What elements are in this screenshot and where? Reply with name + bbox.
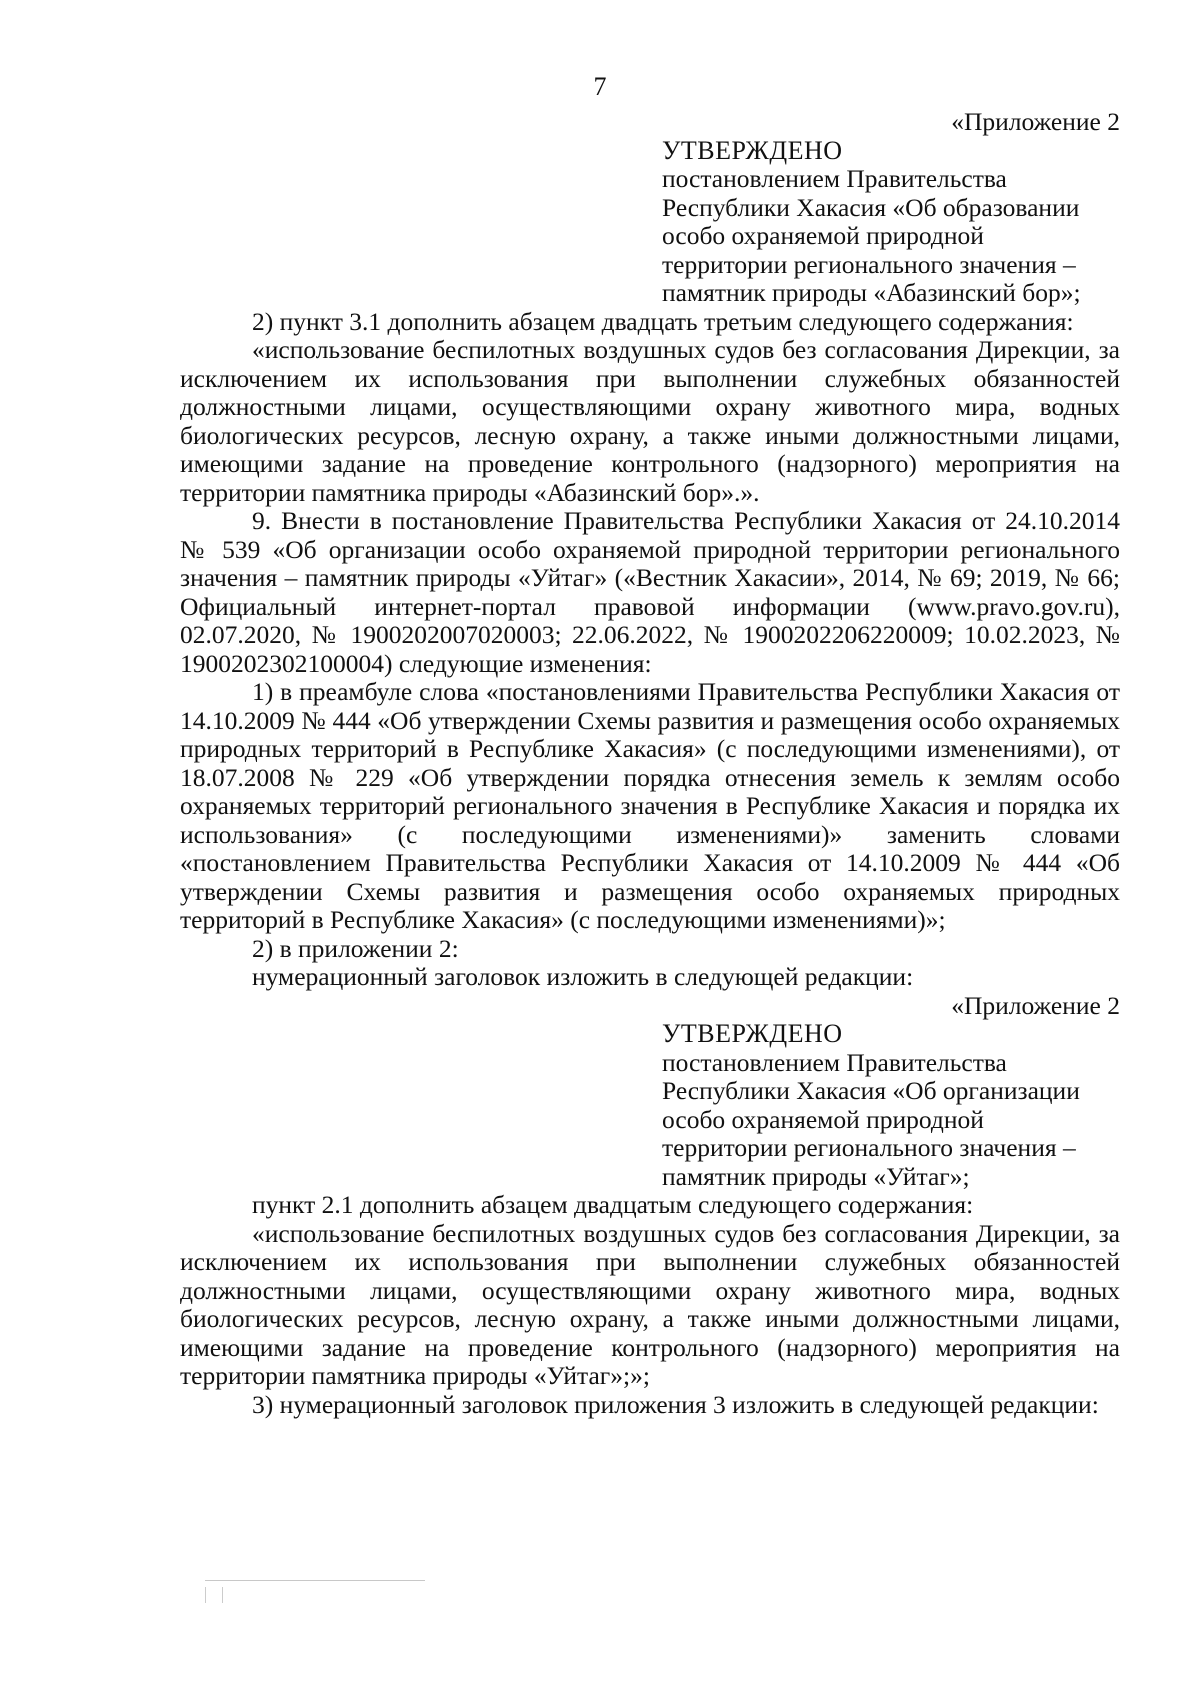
approval-line: особо охраняемой природной [662,221,984,250]
document-body [180,108,1120,1419]
paragraph-quote-abazinsky: «использование беспилотных воздушных судов без согласования Дирекции, за исключением их использования при выполнении служебных обязанностей должностными лицами, осуществляющими охрану животного мира, водных биологических ресурсов, лесную охрану, а также иными должностными лицами, имеющими задание на проведение контрольного (надзорного) мероприятия на территории памятника природы «Абазинский бор».». [180,335,1120,507]
approval-line: памятник природы «Абазинский бор»; [662,278,1081,307]
approval-line: территории регионального значения – [662,249,1076,279]
stamp-box [205,1587,223,1603]
approval-block-2 [662,1020,1122,1191]
paragraph-amend-3-1: 2) пункт 3.1 дополнить абзацем двадцать третьим следующего содержания: [252,306,1074,336]
approval-block-1 [662,137,1122,308]
appendix-label-1: «Приложение 2 [951,107,1120,136]
approval-line: постановлением Правительства [662,164,1007,193]
paragraph-appendix-2: 2) в приложении 2: [252,933,459,963]
paragraph-quote-uitag: «использование беспилотных воздушных судов без согласования Дирекции, за исключением их использования при выполнении служебных обязанностей должностными лицами, осуществляющими охрану животного мира, водных биологических ресурсов, лесную охрану, а также иными должностными лицами, имеющими задание на проведение контрольного (надзорного) мероприятия на территории памятника природы «Уйтаг»;»; [180,1218,1120,1390]
paragraph-heading-change: нумерационный заголовок изложить в следующей редакции: [252,962,914,991]
faint-stamp-mark [205,1580,425,1615]
paragraph-preamble: 1) в преамбуле слова «постановлениями Правительства Республики Хакасия от 14.10.2009 № 444 «Об утверждении Схемы развития и размещения особо охраняемых природных территорий в Республике Хакасия» (с последующими изменениями), от 18.07.2008 № 229 «Об утверждении порядка отнесения земель к землям особо охраняемых территорий регионального значения в Республике Хакасия и порядка их использования» (с последующими изменениями)» заменить словами «постановлением Правительства Республики Хакасия от 14.10.2009 № 444 «Об утверждении Схемы развития и размещения особо охраняемых природных территорий в Республике Хакасия» (с последующими изменениями)»; [180,677,1120,934]
paragraph-amend-2-1: пункт 2.1 дополнить абзацем двадцатым следующего содержания: [252,1190,974,1219]
paragraph-item-9: 9. Внести в постановление Правительства Республики Хакасия от 24.10.2014 № 539 «Об организации особо охраняемой природной территории регионального значения – памятник природы «Уйтаг» («Вестник Хакасии», 2014, № 69; 2019, № 66; Официальный интернет-портал правовой информации (www.pravo.gov.ru), 02.07.2020, № 1900202007020003; 22.06.2022, № 1900202206220009; 10.02.2023, № 1900202302100004) следующие изменения: [180,506,1120,678]
approval-line: Республики Хакасия «Об организации [662,1076,1080,1105]
paragraph-appendix-3: 3) нумерационный заголовок приложения 3 изложить в следующей редакции: [252,1389,1099,1419]
approved-heading-1: УТВЕРЖДЕНО [662,135,843,165]
appendix-label-2: «Приложение 2 [951,990,1120,1020]
approved-heading-2: УТВЕРЖДЕНО [662,1019,843,1048]
approval-line: особо охраняемой природной [662,1104,984,1134]
page-number: 7 [593,72,607,101]
approval-line: Республики Хакасия «Об образовании [662,192,1080,222]
approval-line: постановлением Правительства [662,1047,1007,1077]
approval-line: памятник природы «Уйтаг»; [662,1161,970,1191]
approval-line: территории регионального значения – [662,1133,1076,1162]
